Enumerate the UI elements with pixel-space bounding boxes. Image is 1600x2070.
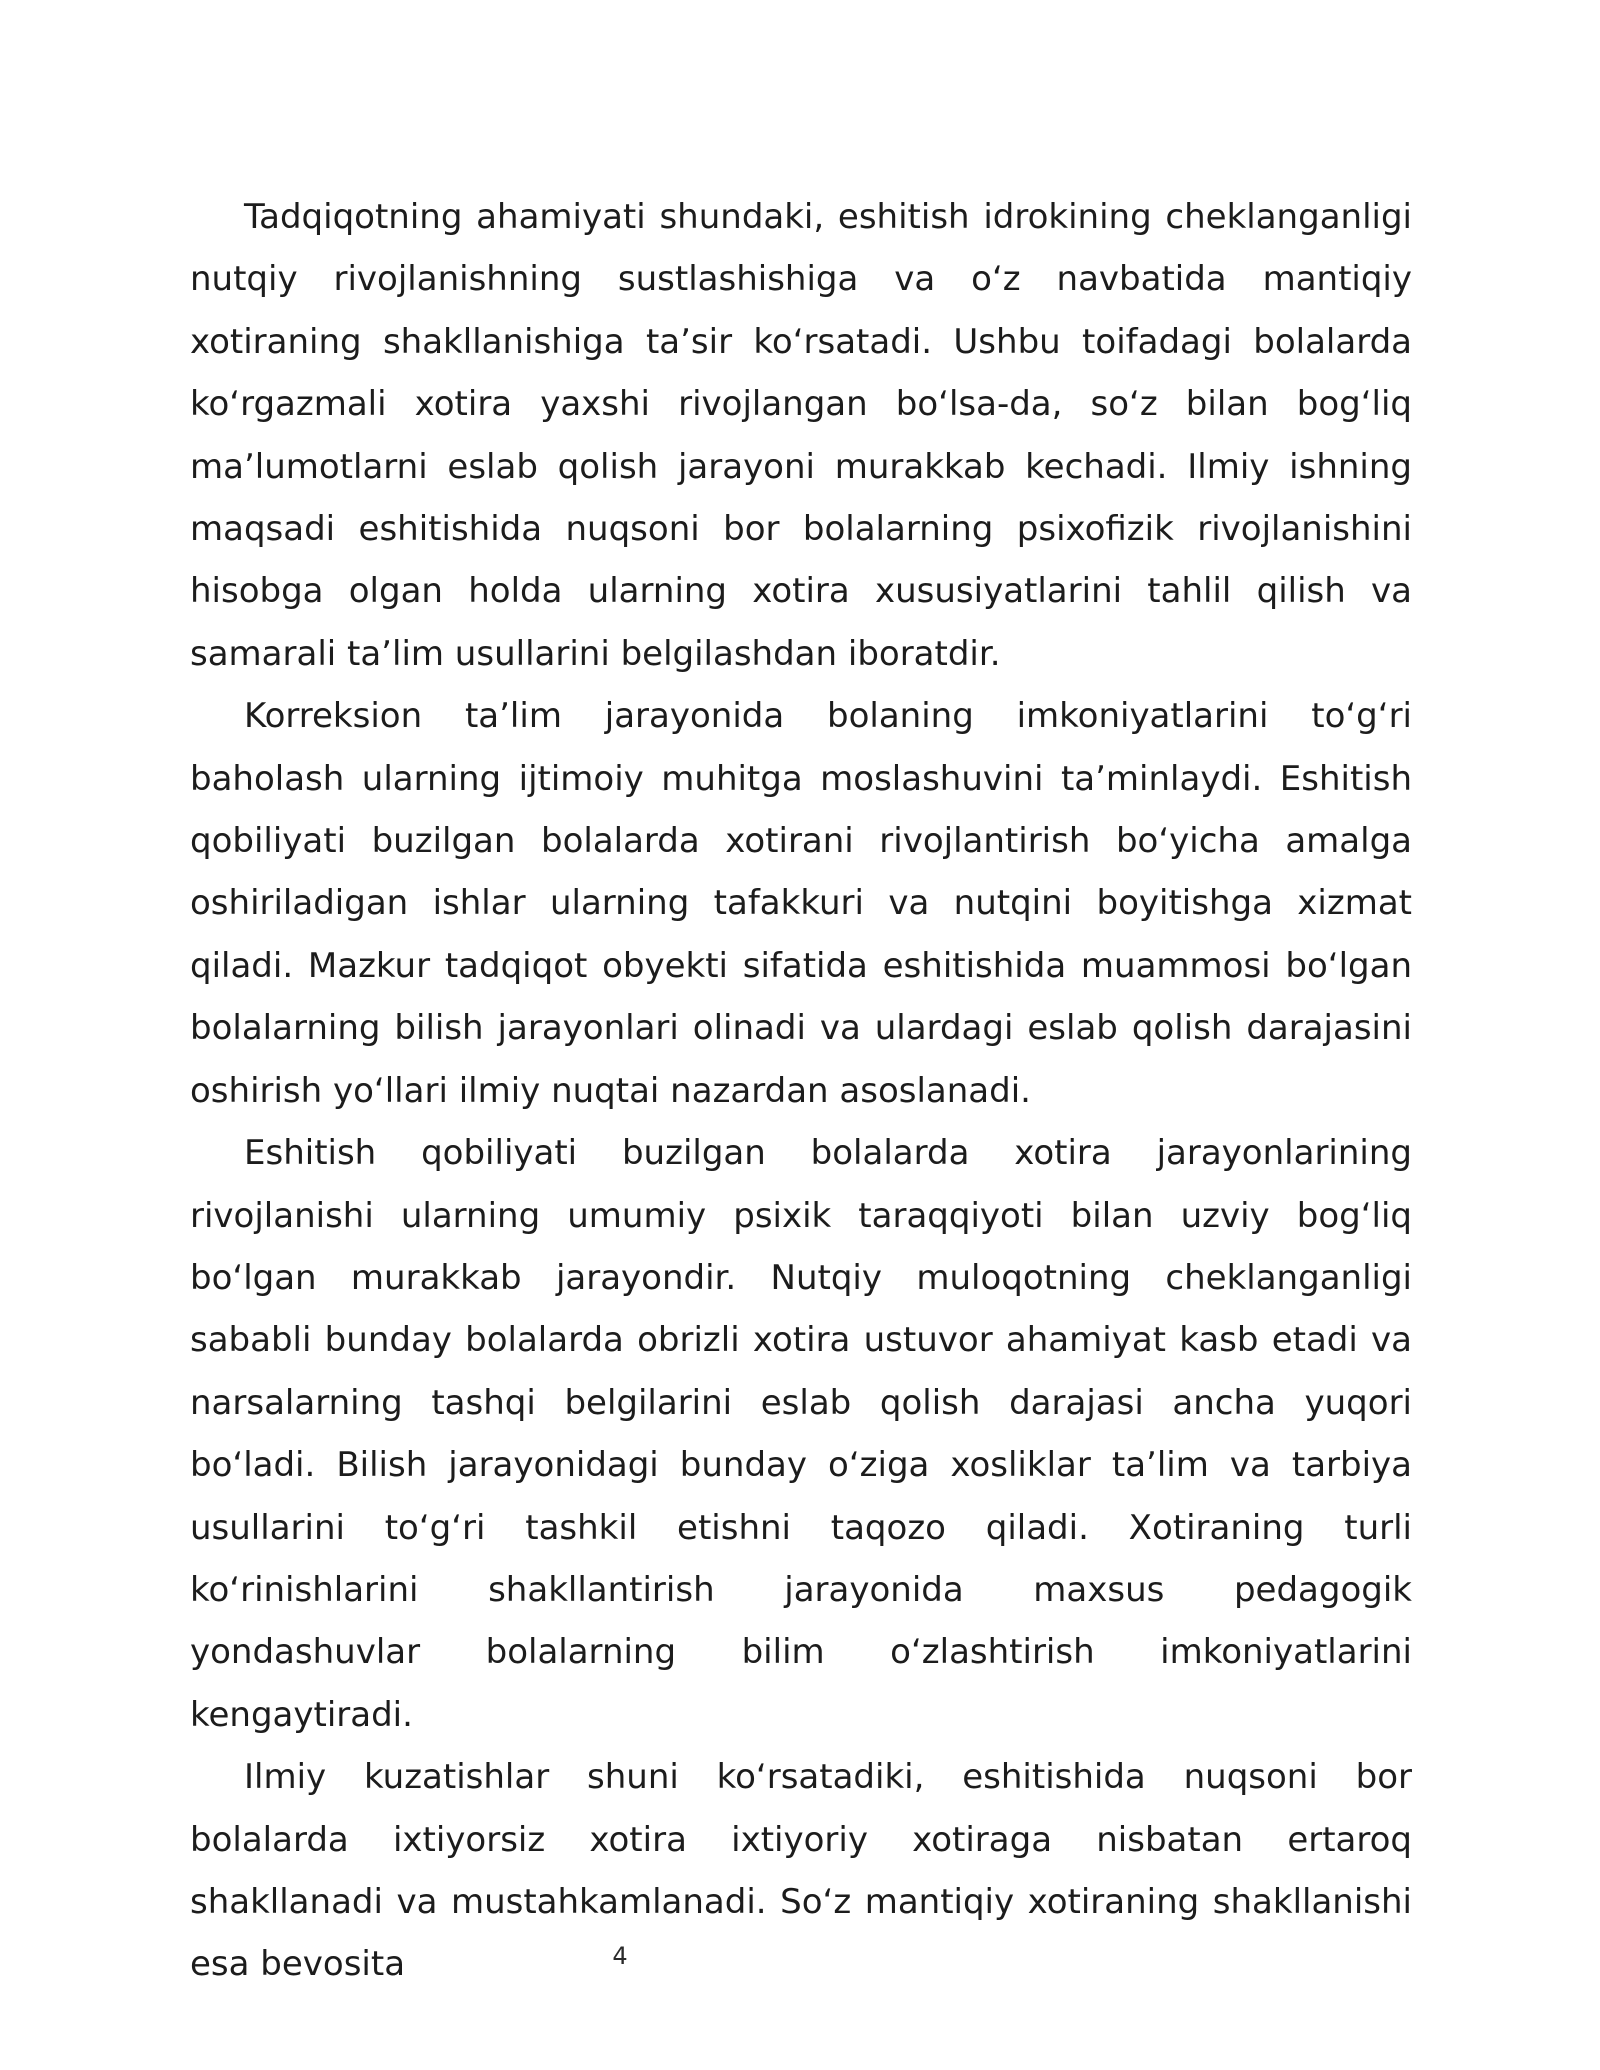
paragraph-4: Ilmiy kuzatishlar shuni ko‘rsatadiki, eshitishida nuqsoni bor bolalarda ixtiyorsiz xotira ixtiyoriy xotiraga nisbatan ertaroq shakllanadi va mustahkamlanadi. So‘z mantiqiy xotiraning shakllanishi esa bevosita [190,1757,1412,1985]
paragraph-3: Eshitish qobiliyati buzilgan bolalarda xotira jarayonlarining rivojlanishi ularning umumiy psixik taraqqiyoti bilan uzviy bog‘liq bo‘lgan murakkab jarayondir. Nutqiy muloqotning cheklanganligi sababli bunday bolalarda obrizli xotira ustuvor ahamiyat kasb etadi va narsalarning tashqi belgilarini eslab qolish darajasi ancha yuqori bo‘ladi. Bilish jarayonidagi bunday o‘ziga xosliklar ta’lim va tarbiya usullarini to‘g‘ri tashkil etishni taqozo qiladi. Xotiraning turli ko‘rinishlarini shakllantirish jarayonida maxsus pedagogik yondashuvlar bolalarning bilim o‘zlashtirish imkoniyatlarini kengaytiradi. [190,1133,1412,1735]
paragraph-1: Tadqiqotning ahamiyati shundaki, eshitish idrokining cheklanganligi nutqiy rivojlanishning sustlashishiga va o‘z navbatida mantiqiy xotiraning shakllanishiga ta’sir ko‘rsatadi. Ushbu toifadagi bolalarda ko‘rgazmali xotira yaxshi rivojlangan bo‘lsa-da, so‘z bilan bog‘liq ma’lumotlarni eslab qolish jarayoni murakkab kechadi. Ilmiy ishning maqsadi eshitishida nuqsoni bor bolalarning psixofizik rivojlanishini hisobga olgan holda ularning xotira xususiyatlarini tahlil qilish va samarali ta’lim usullarini belgilashdan iboratdir. [190,197,1412,674]
page-number: 4 [612,1942,628,1970]
paragraph-2: Korreksion ta’lim jarayonida bolaning imkoniyatlarini to‘g‘ri baholash ularning ijtimoiy muhitga moslashuvini ta’minlaydi. Eshitish qobiliyati buzilgan bolalarda xotirani rivojlantirish bo‘yicha amalga oshiriladigan ishlar ularning tafakkuri va nutqini boyitishga xizmat qiladi. Mazkur tadqiqot obyekti sifatida eshitishida muammosi bo‘lgan bolalarning bilish jarayonlari olinadi va ulardagi eslab qolish darajasini oshirish yo‘llari ilmiy nuqtai nazardan asoslanadi. [190,696,1412,1111]
body-text [190,186,1412,1996]
